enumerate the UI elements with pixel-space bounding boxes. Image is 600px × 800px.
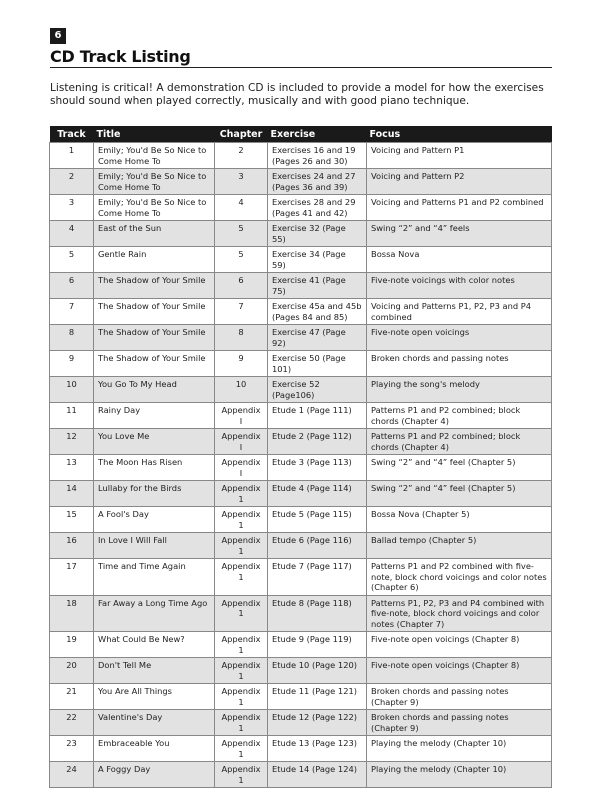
cell-focus: Patterns P1 and P2 combined; block chords (Chapter 4) xyxy=(367,403,552,429)
cell-title: Valentine's Day xyxy=(94,710,215,736)
cell-track: 19 xyxy=(50,632,94,658)
cell-chapter: 4 xyxy=(215,195,268,221)
cell-chapter: Appendix I xyxy=(215,403,268,429)
page-number: 6 xyxy=(50,28,66,44)
cell-exercise: Etude 2 (Page 112) xyxy=(268,429,367,455)
cell-focus: Ballad tempo (Chapter 5) xyxy=(367,533,552,559)
cell-track: 24 xyxy=(50,762,94,788)
cell-track: 18 xyxy=(50,595,94,632)
cell-title: Emily; You'd Be So Nice to Come Home To xyxy=(94,169,215,195)
table-row xyxy=(50,684,552,710)
cell-focus: Broken chords and passing notes xyxy=(367,351,552,377)
cell-focus: Broken chords and passing notes (Chapter 9) xyxy=(367,684,552,710)
cell-title: Lullaby for the Birds xyxy=(94,481,215,507)
cell-chapter: 5 xyxy=(215,247,268,273)
cell-exercise: Exercise 41 (Page 75) xyxy=(268,273,367,299)
cell-chapter: Appendix I xyxy=(215,455,268,481)
cell-focus: Playing the melody (Chapter 10) xyxy=(367,762,552,788)
cell-track: 1 xyxy=(50,143,94,169)
cell-title: Far Away a Long Time Ago xyxy=(94,595,215,632)
cell-chapter: Appendix 1 xyxy=(215,533,268,559)
cell-title: You Love Me xyxy=(94,429,215,455)
cell-chapter: Appendix 1 xyxy=(215,762,268,788)
table-row xyxy=(50,481,552,507)
cell-chapter: 10 xyxy=(215,377,268,403)
table-row xyxy=(50,455,552,481)
cell-track: 15 xyxy=(50,507,94,533)
cell-exercise: Etude 9 (Page 119) xyxy=(268,632,367,658)
cell-track: 2 xyxy=(50,169,94,195)
cell-track: 23 xyxy=(50,736,94,762)
cell-chapter: Appendix 1 xyxy=(215,684,268,710)
cell-chapter: 6 xyxy=(215,273,268,299)
cell-chapter: Appendix 1 xyxy=(215,632,268,658)
table-row xyxy=(50,762,552,788)
cell-title: Embraceable You xyxy=(94,736,215,762)
cell-exercise: Exercise 52 (Page106) xyxy=(268,377,367,403)
cell-chapter: Appendix 1 xyxy=(215,736,268,762)
cell-title: In Love I Will Fall xyxy=(94,533,215,559)
cell-chapter: 2 xyxy=(215,143,268,169)
cell-exercise: Etude 14 (Page 124) xyxy=(268,762,367,788)
cell-focus: Playing the song's melody xyxy=(367,377,552,403)
table-row xyxy=(50,736,552,762)
cell-title: The Shadow of Your Smile xyxy=(94,273,215,299)
cell-track: 17 xyxy=(50,559,94,596)
cell-title: The Moon Has Risen xyxy=(94,455,215,481)
cell-focus: Five-note open voicings (Chapter 8) xyxy=(367,632,552,658)
header-focus: Focus xyxy=(367,126,552,143)
table-row xyxy=(50,595,552,632)
cell-track: 11 xyxy=(50,403,94,429)
cell-focus: Swing “2” and “4” feels xyxy=(367,221,552,247)
cell-track: 8 xyxy=(50,325,94,351)
cell-title: Rainy Day xyxy=(94,403,215,429)
cell-exercise: Etude 10 (Page 120) xyxy=(268,658,367,684)
table-row xyxy=(50,507,552,533)
cell-focus: Five-note voicings with color notes xyxy=(367,273,552,299)
table-row xyxy=(50,658,552,684)
cell-focus: Voicing and Patterns P1, P2, P3 and P4 combined xyxy=(367,299,552,325)
cell-exercise: Etude 6 (Page 116) xyxy=(268,533,367,559)
cell-exercise: Etude 7 (Page 117) xyxy=(268,559,367,596)
cell-focus: Five-note open voicings (Chapter 8) xyxy=(367,658,552,684)
cell-chapter: 5 xyxy=(215,221,268,247)
cell-chapter: 9 xyxy=(215,351,268,377)
cell-exercise: Exercise 32 (Page 55) xyxy=(268,221,367,247)
table-row xyxy=(50,325,552,351)
cell-track: 13 xyxy=(50,455,94,481)
cell-focus: Five-note open voicings xyxy=(367,325,552,351)
cell-track: 10 xyxy=(50,377,94,403)
cell-track: 6 xyxy=(50,273,94,299)
cell-title: Don't Tell Me xyxy=(94,658,215,684)
cell-focus: Broken chords and passing notes (Chapter 9) xyxy=(367,710,552,736)
cell-exercise: Exercise 45a and 45b (Pages 84 and 85) xyxy=(268,299,367,325)
cell-track: 22 xyxy=(50,710,94,736)
cell-title: The Shadow of Your Smile xyxy=(94,299,215,325)
table-row xyxy=(50,247,552,273)
cell-track: 16 xyxy=(50,533,94,559)
cell-title: What Could Be New? xyxy=(94,632,215,658)
header-exercise: Exercise xyxy=(268,126,367,143)
table-row xyxy=(50,710,552,736)
intro-paragraph: Listening is critical! A demonstration CD is included to provide a model for how the exercises should sound when played correctly, musically and with good piano technique. xyxy=(50,82,544,107)
cell-chapter: 8 xyxy=(215,325,268,351)
cell-exercise: Exercises 28 and 29 (Pages 41 and 42) xyxy=(268,195,367,221)
table-row xyxy=(50,533,552,559)
cell-focus: Voicing and Pattern P1 xyxy=(367,143,552,169)
cell-chapter: 7 xyxy=(215,299,268,325)
cell-exercise: Exercise 47 (Page 92) xyxy=(268,325,367,351)
cell-track: 4 xyxy=(50,221,94,247)
cell-chapter: Appendix I xyxy=(215,429,268,455)
cell-focus: Swing “2” and “4” feel (Chapter 5) xyxy=(367,455,552,481)
track-listing-table xyxy=(49,126,552,788)
table-row xyxy=(50,351,552,377)
table-header-row xyxy=(50,126,552,143)
table-row xyxy=(50,221,552,247)
cell-chapter: Appendix 1 xyxy=(215,481,268,507)
cell-track: 14 xyxy=(50,481,94,507)
table-row xyxy=(50,169,552,195)
cell-exercise: Etude 8 (Page 118) xyxy=(268,595,367,632)
header-title: Title xyxy=(94,126,215,143)
cell-exercise: Exercises 24 and 27 (Pages 36 and 39) xyxy=(268,169,367,195)
cell-exercise: Exercise 34 (Page 59) xyxy=(268,247,367,273)
cell-exercise: Etude 4 (Page 114) xyxy=(268,481,367,507)
table-row xyxy=(50,559,552,596)
cell-focus: Patterns P1 and P2 combined; block chords (Chapter 4) xyxy=(367,429,552,455)
cell-title: Gentle Rain xyxy=(94,247,215,273)
table-row xyxy=(50,632,552,658)
header-track: Track xyxy=(50,126,94,143)
cell-title: You Are All Things xyxy=(94,684,215,710)
cell-title: Emily; You'd Be So Nice to Come Home To xyxy=(94,143,215,169)
cell-track: 20 xyxy=(50,658,94,684)
cell-chapter: Appendix 1 xyxy=(215,710,268,736)
cell-exercise: Exercise 50 (Page 101) xyxy=(268,351,367,377)
cell-focus: Voicing and Pattern P2 xyxy=(367,169,552,195)
cell-title: You Go To My Head xyxy=(94,377,215,403)
cell-chapter: Appendix 1 xyxy=(215,507,268,533)
cell-focus: Swing “2” and “4” feel (Chapter 5) xyxy=(367,481,552,507)
header-chapter: Chapter xyxy=(215,126,268,143)
cell-focus: Voicing and Patterns P1 and P2 combined xyxy=(367,195,552,221)
cell-chapter: Appendix 1 xyxy=(215,658,268,684)
cell-title: The Shadow of Your Smile xyxy=(94,325,215,351)
cell-focus: Patterns P1 and P2 combined with five-note, block chord voicings and color notes (Chapter 6) xyxy=(367,559,552,596)
cell-focus: Patterns P1, P2, P3 and P4 combined with five-note, block chord voicings and color notes (Chapter 7) xyxy=(367,595,552,632)
cell-track: 12 xyxy=(50,429,94,455)
page-title: CD Track Listing xyxy=(50,47,552,68)
table-row xyxy=(50,273,552,299)
table-row xyxy=(50,403,552,429)
cell-chapter: 3 xyxy=(215,169,268,195)
cell-track: 5 xyxy=(50,247,94,273)
cell-track: 7 xyxy=(50,299,94,325)
cell-focus: Bossa Nova xyxy=(367,247,552,273)
cell-title: A Fool's Day xyxy=(94,507,215,533)
table-row xyxy=(50,195,552,221)
cell-exercise: Etude 1 (Page 111) xyxy=(268,403,367,429)
cell-exercise: Etude 11 (Page 121) xyxy=(268,684,367,710)
cell-exercise: Etude 5 (Page 115) xyxy=(268,507,367,533)
table-row xyxy=(50,143,552,169)
cell-title: Time and Time Again xyxy=(94,559,215,596)
cell-focus: Bossa Nova (Chapter 5) xyxy=(367,507,552,533)
cell-title: The Shadow of Your Smile xyxy=(94,351,215,377)
cell-track: 9 xyxy=(50,351,94,377)
table-row xyxy=(50,377,552,403)
cell-focus: Playing the melody (Chapter 10) xyxy=(367,736,552,762)
cell-chapter: Appendix 1 xyxy=(215,595,268,632)
cell-exercise: Etude 13 (Page 123) xyxy=(268,736,367,762)
cell-exercise: Exercises 16 and 19 (Pages 26 and 30) xyxy=(268,143,367,169)
cell-title: A Foggy Day xyxy=(94,762,215,788)
cell-title: East of the Sun xyxy=(94,221,215,247)
cell-track: 3 xyxy=(50,195,94,221)
table-row xyxy=(50,299,552,325)
cell-chapter: Appendix 1 xyxy=(215,559,268,596)
cell-track: 21 xyxy=(50,684,94,710)
cell-title: Emily; You'd Be So Nice to Come Home To xyxy=(94,195,215,221)
cell-exercise: Etude 3 (Page 113) xyxy=(268,455,367,481)
table-row xyxy=(50,429,552,455)
cell-exercise: Etude 12 (Page 122) xyxy=(268,710,367,736)
